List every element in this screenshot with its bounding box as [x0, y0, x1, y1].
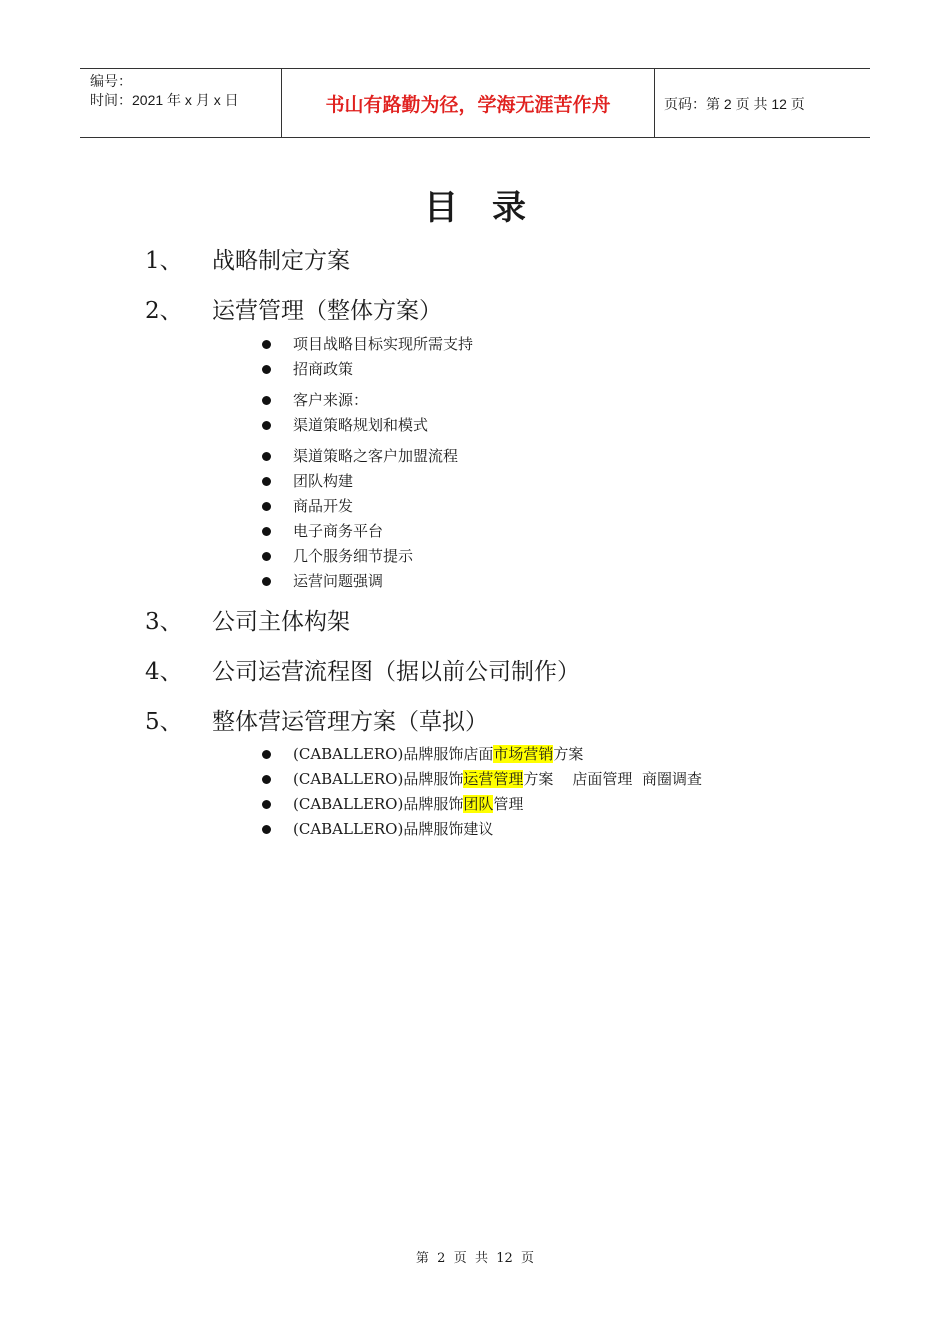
section-number: 5、	[145, 709, 183, 735]
list-item	[262, 767, 702, 792]
list-item	[262, 569, 473, 594]
section-title: 战略制定方案	[212, 248, 350, 274]
list-item-text: 渠道策略规划和模式	[293, 416, 429, 434]
page-title: 目录	[424, 188, 560, 228]
header-meta	[90, 72, 239, 110]
header-table	[80, 68, 870, 138]
list-item	[262, 742, 702, 767]
list-item-text: 商品开发	[293, 497, 354, 515]
list-item-text: 方案 店面管理 商圈调查	[523, 770, 702, 788]
list-item-text: 渠道策略之客户加盟流程	[293, 447, 459, 465]
highlighted-text: 运营管理	[463, 770, 524, 788]
bullet-icon	[262, 452, 271, 461]
list-item	[262, 444, 473, 469]
header-page-label: 页码：第 2 页 共 12 页	[664, 96, 805, 112]
page-footer: 第 2 页 共 12 页	[415, 1251, 535, 1266]
bullet-icon	[262, 396, 271, 405]
list-item-text: 客户来源：	[293, 391, 369, 409]
header-divider	[654, 69, 655, 137]
section2-list	[262, 332, 473, 594]
list-item-text: 管理	[493, 795, 524, 813]
list-item-text: (CABALLERO)品牌服饰店面	[293, 745, 494, 763]
section-number: 2、	[145, 298, 183, 324]
list-item	[262, 792, 702, 817]
section-number: 3、	[145, 609, 183, 635]
list-item	[262, 357, 473, 382]
section-title: 运营管理（整体方案）	[212, 298, 442, 324]
header-motto: 书山有路勤为径，学海无涯苦作舟	[325, 94, 611, 116]
bullet-icon	[262, 477, 271, 486]
toc-section-1	[145, 242, 350, 275]
list-item	[262, 544, 473, 569]
list-item	[262, 519, 473, 544]
toc-section-5	[145, 703, 488, 736]
bullet-icon	[262, 340, 271, 349]
highlighted-text: 市场营销	[493, 745, 554, 763]
section-number: 4、	[145, 659, 183, 685]
list-item-text: 项目战略目标实现所需支持	[293, 335, 474, 353]
highlighted-text: 团队	[463, 795, 494, 813]
list-item	[262, 332, 473, 357]
bullet-icon	[262, 775, 271, 784]
list-item-text: 几个服务细节提示	[293, 547, 414, 565]
list-item-text: 团队构建	[293, 472, 354, 490]
list-item	[262, 817, 702, 842]
bullet-icon	[262, 552, 271, 561]
bullet-icon	[262, 421, 271, 430]
list-item	[262, 469, 473, 494]
time-label: 时间：2021 年 x 月 x 日	[90, 92, 239, 108]
section-title: 整体营运管理方案（草拟）	[212, 709, 488, 735]
list-item-text: 运营问题强调	[293, 572, 384, 590]
list-item-text: 招商政策	[293, 360, 354, 378]
list-item-text: 电子商务平台	[293, 522, 384, 540]
section-title: 公司运营流程图（据以前公司制作）	[212, 659, 580, 685]
number-label: 编号：	[90, 73, 132, 89]
toc-section-2	[145, 292, 442, 325]
toc-section-3	[145, 603, 350, 636]
bullet-icon	[262, 577, 271, 586]
section5-list	[262, 742, 702, 842]
bullet-icon	[262, 527, 271, 536]
list-item-text: (CABALLERO)品牌服饰	[293, 795, 464, 813]
list-item	[262, 388, 473, 413]
bullet-icon	[262, 502, 271, 511]
toc-section-4	[145, 653, 580, 686]
bullet-icon	[262, 365, 271, 374]
bullet-icon	[262, 825, 271, 834]
section-title: 公司主体构架	[212, 609, 350, 635]
section-number: 1、	[145, 248, 183, 274]
list-item	[262, 413, 473, 438]
bullet-icon	[262, 800, 271, 809]
bullet-icon	[262, 750, 271, 759]
list-item-text: (CABALLERO)品牌服饰建议	[293, 820, 494, 838]
list-item	[262, 494, 473, 519]
list-item-text: (CABALLERO)品牌服饰	[293, 770, 464, 788]
list-item-text: 方案	[553, 745, 584, 763]
